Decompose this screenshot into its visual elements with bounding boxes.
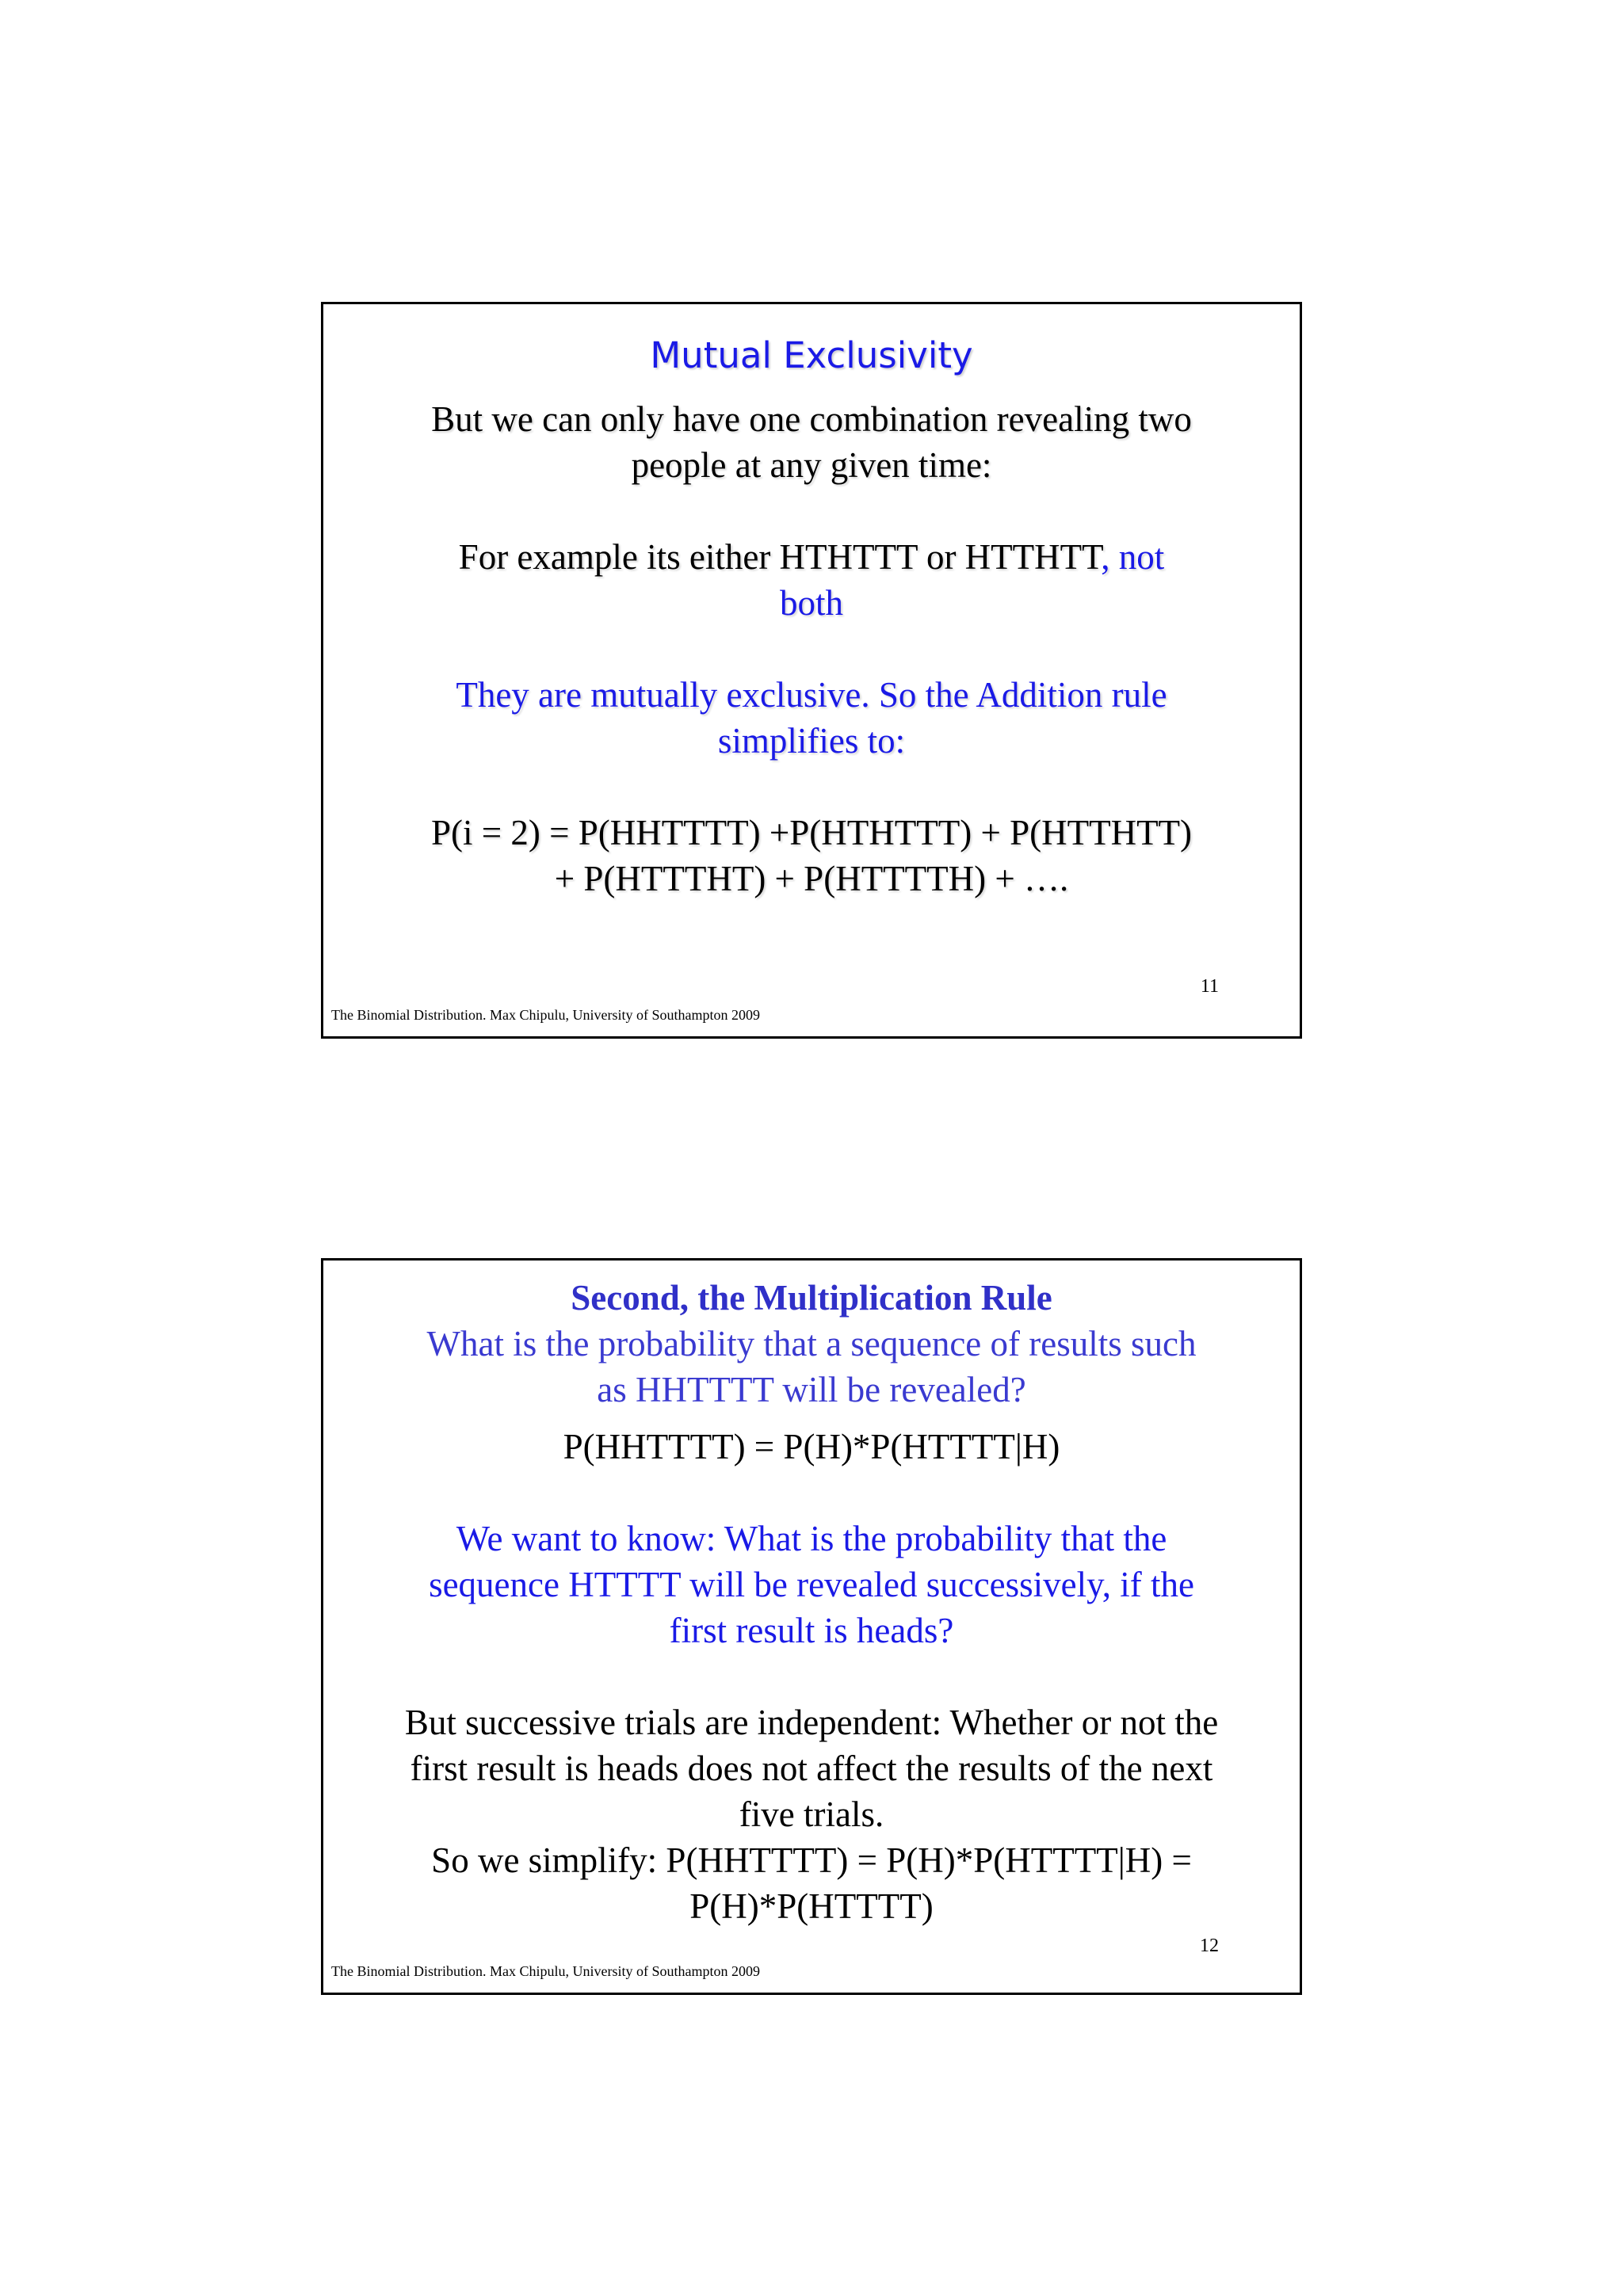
text-line: But successive trials are independent: Whether or not the [404,1703,1219,1742]
text-line: sequence HTTTT will be revealed successively, if the [429,1565,1194,1604]
slide-12 [321,1258,1302,1995]
addition-formula [355,810,1268,902]
text-line: first result is heads? [669,1611,954,1650]
page-number: 11 [1200,976,1219,997]
text-line: five trials. [739,1794,884,1834]
text-line: people at any given time: [631,445,992,485]
text-line: So we simplify: P(HHTTTT) = P(H)*P(HTTTT|H) = [431,1840,1192,1880]
slide-footer: The Binomial Distribution. Max Chipulu, University of Southampton 2009 [331,1963,760,1979]
text-line: But we can only have one combination revealing two [431,399,1192,439]
text-line: as HHTTTT will be revealed? [597,1370,1026,1409]
slide-footer: The Binomial Distribution. Max Chipulu, University of Southampton 2009 [331,1007,760,1023]
slide-11 [321,302,1302,1039]
formula-line: P(i = 2) = P(HHTTTT) +P(HTHTTT) + P(HTTHTT) [430,813,1193,852]
paragraph-want-to-know [355,1516,1268,1653]
paragraph-mutually-exclusive [355,672,1268,764]
slide-content [355,1275,1268,1929]
formula-line: + P(HTTTHT) + P(HTTTTH) + …. [554,859,1069,898]
slide-content [355,334,1268,948]
multiplication-formula: P(HHTTTT) = P(H)*P(HTTTT|H) [563,1427,1060,1466]
paragraph-independent [355,1699,1268,1837]
text-line: first result is heads does not affect the results of the next [410,1749,1213,1788]
text-line: We want to know: What is the probability that the [456,1519,1167,1558]
slide-title: Mutual Exclusivity [650,334,973,376]
text-line: What is the probability that a sequence of results such [426,1324,1197,1363]
paragraph-example [355,534,1268,626]
text-line: simplifies to: [717,721,906,761]
page-number: 12 [1200,1936,1219,1956]
slide-title: Second, the Multiplication Rule [571,1278,1052,1318]
example-text: For example its either HTHTTT or HTTHTT [458,537,1102,577]
question-text [355,1321,1268,1413]
paragraph-combination [355,396,1268,488]
text-line: P(H)*P(HTTTT) [689,1886,934,1926]
paragraph-simplify [355,1837,1268,1929]
example-emphasis: , not [1101,537,1165,577]
text-line: They are mutually exclusive. So the Addition rule [456,675,1167,715]
example-emphasis-cont: both [779,583,843,623]
